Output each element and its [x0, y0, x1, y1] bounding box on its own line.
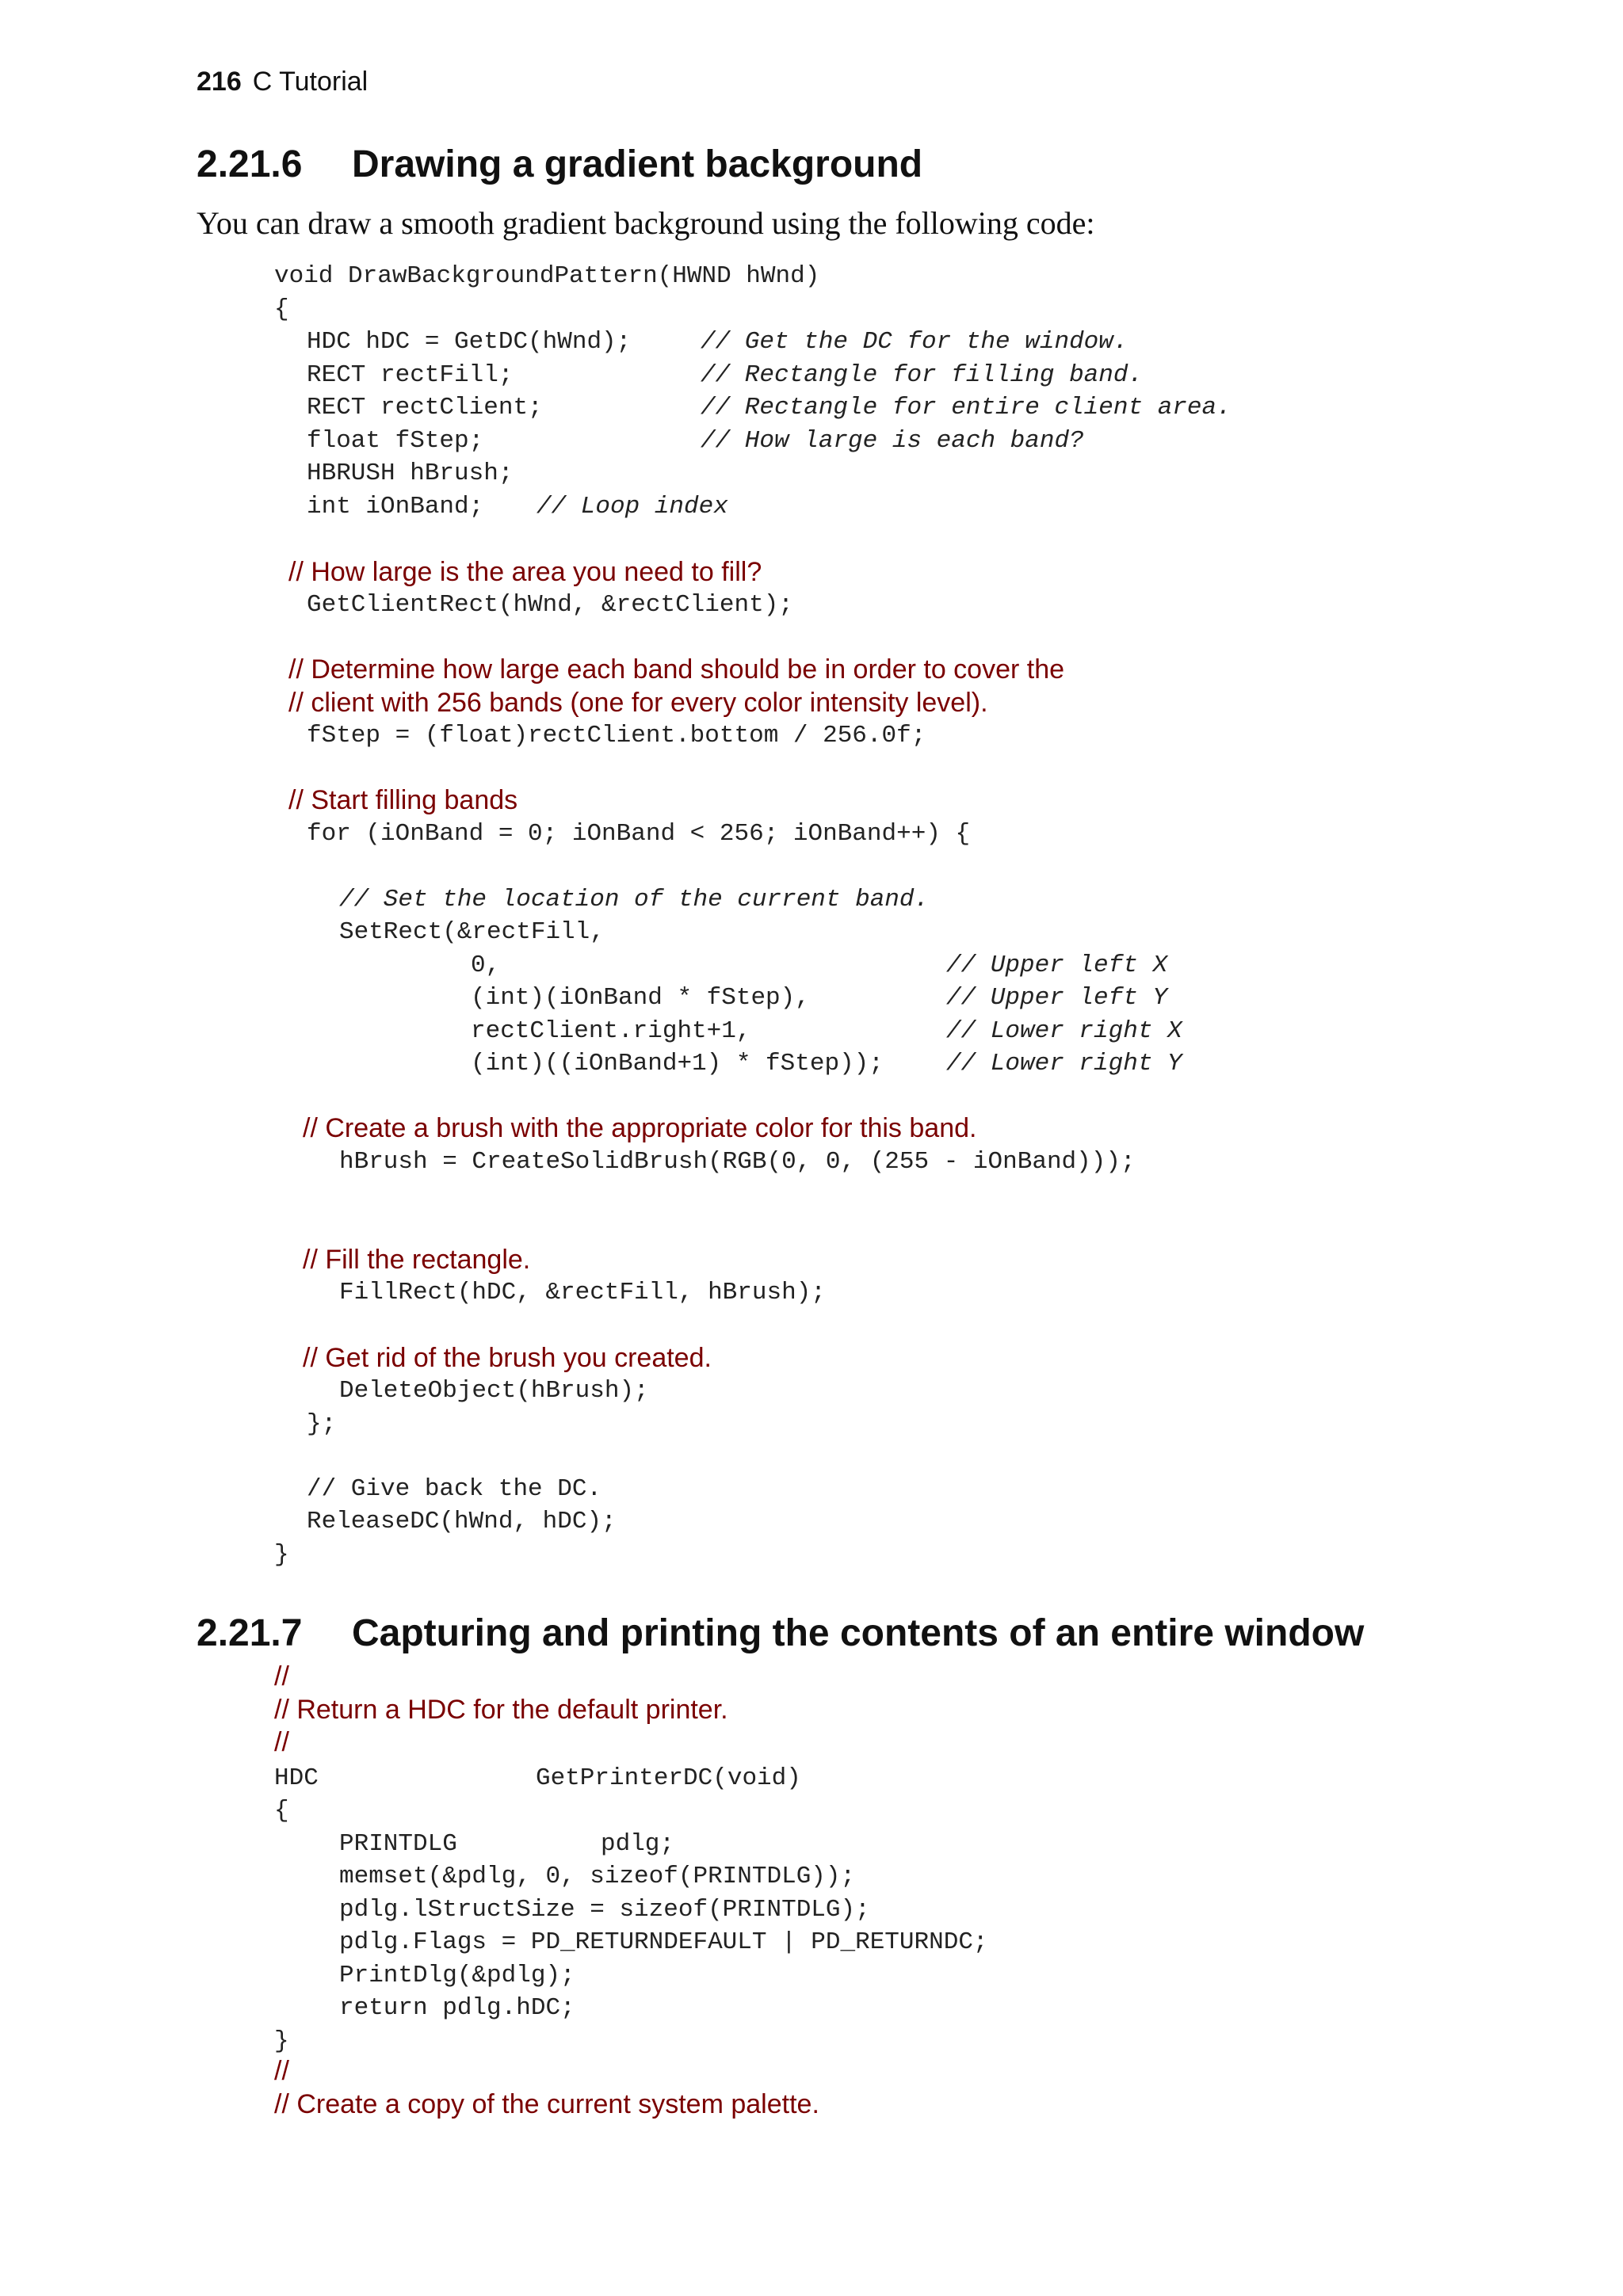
code-line: hBrush = CreateSolidBrush(RGB(0, 0, (255 - iOnBand)));	[339, 1148, 1136, 1176]
section-title: Capturing and printing the contents of an entire window	[352, 1612, 1365, 1654]
code-line: pdlg.lStructSize = sizeof(PRINTDLG);	[339, 1896, 870, 1924]
code-comment: // Loop index	[537, 493, 728, 521]
code-comment-red: // Create a brush with the appropriate color for this band.	[303, 1113, 977, 1143]
section-heading-2-21-7	[197, 1611, 1364, 1655]
code-comment-red: // Start filling bands	[288, 785, 518, 815]
code-line: rectClient.right+1,	[471, 1017, 751, 1045]
code-comment-red: //	[274, 2056, 289, 2086]
code-line: fStep = (float)rectClient.bottom / 256.0f;	[307, 722, 926, 749]
code-line: PrintDlg(&pdlg);	[339, 1962, 575, 1989]
code-line: GetPrinterDC(void)	[536, 1764, 801, 1792]
code-line: int iOnBand;	[307, 493, 484, 521]
code-line: return pdlg.hDC;	[339, 1994, 575, 2022]
running-title: C Tutorial	[252, 67, 369, 97]
code-line: HBRUSH hBrush;	[307, 460, 514, 487]
code-line: float fStep;	[307, 427, 484, 455]
intro-paragraph: You can draw a smooth gradient background using the following code:	[197, 205, 1095, 241]
code-comment: // Lower right X	[946, 1017, 1182, 1045]
code-comment: // Lower right Y	[946, 1050, 1182, 1077]
code-line: FillRect(hDC, &rectFill, hBrush);	[339, 1279, 826, 1306]
section-number: 2.21.7	[197, 1612, 303, 1654]
code-line: DeleteObject(hBrush);	[339, 1377, 649, 1405]
code-line: }	[274, 2027, 289, 2055]
code-line: for (iOnBand = 0; iOnBand < 256; iOnBand++) {	[307, 820, 971, 848]
code-comment: // How large is each band?	[701, 427, 1084, 455]
code-line: (int)(iOnBand * fStep),	[471, 984, 810, 1012]
code-comment: // Set the location of the current band.	[339, 886, 930, 913]
code-comment-red: // Create a copy of the current system palette.	[274, 2089, 819, 2119]
code-line: // Give back the DC.	[307, 1475, 602, 1503]
code-line: memset(&pdlg, 0, sizeof(PRINTDLG));	[339, 1863, 856, 1890]
code-line: {	[274, 296, 289, 323]
code-comment-red: //	[274, 1727, 289, 1757]
section-title: Drawing a gradient background	[352, 143, 923, 185]
code-line: RECT rectFill;	[307, 361, 514, 389]
code-comment-red: // Fill the rectangle.	[303, 1245, 531, 1275]
code-comment-red: // How large is the area you need to fill?	[288, 557, 762, 587]
code-line: void DrawBackgroundPattern(HWND hWnd)	[274, 262, 820, 290]
code-line: SetRect(&rectFill,	[339, 918, 605, 946]
code-line: HDC	[274, 1764, 319, 1792]
code-line: RECT rectClient;	[307, 394, 543, 421]
code-line: ReleaseDC(hWnd, hDC);	[307, 1508, 617, 1535]
code-comment-red: // client with 256 bands (one for every color intensity level).	[288, 688, 988, 718]
code-comment-red: // Determine how large each band should be in order to cover the	[288, 654, 1065, 685]
section-number: 2.21.6	[197, 143, 303, 185]
code-comment-red: //	[274, 1661, 289, 1691]
page-number: 216	[197, 67, 242, 97]
code-comment: // Rectangle for entire client area.	[701, 394, 1232, 421]
section-heading-2-21-6	[197, 143, 922, 186]
code-comment: // Rectangle for filling band.	[701, 361, 1144, 389]
code-line: GetClientRect(hWnd, &rectClient);	[307, 591, 793, 619]
code-line: (int)((iOnBand+1) * fStep));	[471, 1050, 884, 1077]
code-comment-red: // Return a HDC for the default printer.	[274, 1695, 728, 1725]
code-comment: // Upper left X	[946, 952, 1168, 979]
code-line: pdlg.Flags = PD_RETURNDEFAULT | PD_RETURNDC;	[339, 1928, 988, 1956]
code-line: PRINTDLG	[339, 1830, 457, 1858]
code-line: {	[274, 1797, 289, 1825]
code-line: }	[274, 1541, 289, 1569]
code-comment: // Upper left Y	[946, 984, 1168, 1012]
code-line: 0,	[471, 952, 501, 979]
code-line: };	[307, 1410, 337, 1438]
page-header	[197, 67, 368, 97]
code-comment-red: // Get rid of the brush you created.	[303, 1343, 712, 1373]
code-line: HDC hDC = GetDC(hWnd);	[307, 328, 632, 356]
code-line: pdlg;	[601, 1830, 675, 1858]
code-comment: // Get the DC for the window.	[701, 328, 1128, 356]
